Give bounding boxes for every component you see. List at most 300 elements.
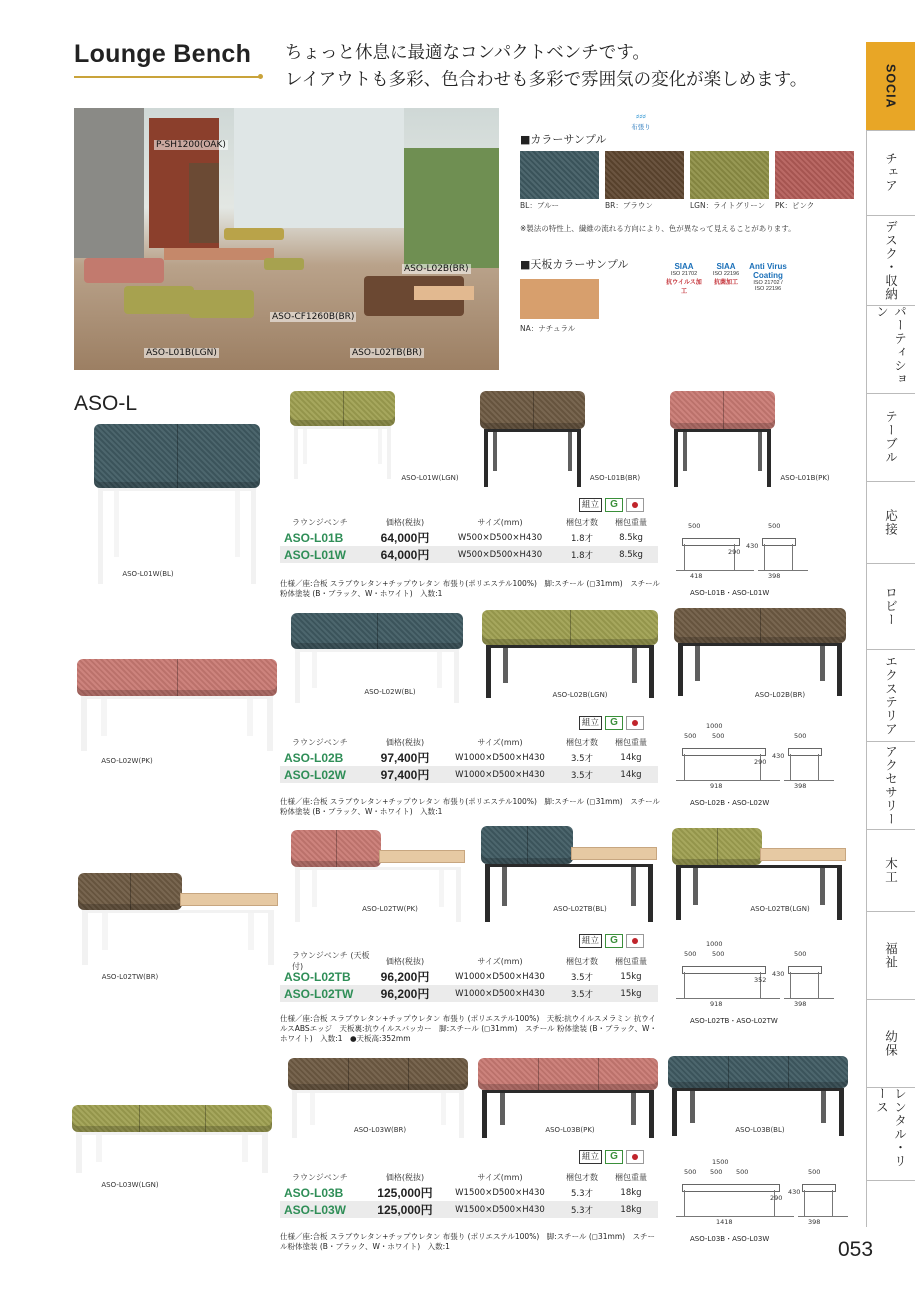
- tab-label: チェア: [883, 152, 899, 193]
- dim-leg: [684, 544, 685, 570]
- fabric-icon-label: 布張り: [631, 123, 651, 131]
- bench-leg: [674, 429, 678, 487]
- product-caption: ASO-L03B(PK): [545, 1126, 595, 1134]
- fabric-swatch-label: BR：ブラウン: [605, 201, 653, 210]
- dimension-value: 398: [794, 782, 807, 790]
- dimension-value: 398: [808, 1218, 821, 1226]
- bench-leg: [102, 910, 108, 950]
- dimension-value: 290: [728, 548, 741, 556]
- bench-seat: [481, 826, 573, 864]
- tab-item[interactable]: [866, 649, 915, 742]
- spec-note: 仕様／座:合板 スラブウレタン+チップウレタン 布張り (ポリエステル100%) 脚:スチール (◻31mm) スチール粉体塗装 (B・ブラック、W・ホワイト) 入数:1: [280, 1232, 655, 1251]
- spec-header-cell: 価格(税抜): [385, 737, 425, 747]
- dim-leg: [804, 1190, 805, 1216]
- japan-flag-icon: [626, 934, 644, 948]
- dimension-value: 430: [746, 542, 759, 550]
- product-caption: ASO-L02TB(LGN): [750, 905, 810, 913]
- page-number: 053: [838, 1238, 874, 1261]
- spec-cell: ASO-L02B: [284, 750, 344, 765]
- bench-frame: [295, 649, 459, 652]
- bench-seat: [670, 391, 775, 429]
- green-mark-icon: G: [605, 1150, 623, 1164]
- bench-image: [674, 608, 846, 696]
- tab-item[interactable]: [866, 1087, 915, 1181]
- spec-cell: 97,400円: [380, 768, 430, 782]
- spec-cell: W1000×D500×H430: [455, 752, 545, 763]
- assembly-label: 組立: [579, 1150, 602, 1164]
- tab-label: レンタル・リース: [874, 1087, 908, 1168]
- bench-leg: [486, 645, 491, 698]
- bench-leg: [312, 649, 317, 688]
- series-title: ASO-L: [74, 392, 138, 415]
- spec-note: 仕様／座:合板 スラブウレタン+チップウレタン 布張り(ポリエステル100%) 脚:スチール (◻31mm) スチール粉体塗装 (B・ブラック、W・ホワイト) 入数:1: [280, 797, 660, 816]
- fabric-swatch: [520, 151, 599, 199]
- seat-seam: [760, 608, 761, 643]
- spec-header: [280, 515, 658, 529]
- seat-seam: [336, 830, 337, 867]
- bench-leg: [437, 649, 442, 688]
- dimension-value: 430: [772, 970, 785, 978]
- spec-cell: 64,000円: [380, 531, 430, 545]
- bench-image: [94, 424, 260, 584]
- dim-floor: [784, 780, 834, 781]
- bench-seat: [672, 828, 762, 865]
- dim-floor: [758, 570, 808, 571]
- spec-header-cell: サイズ(mm): [477, 1172, 523, 1182]
- dimension-value: 500: [710, 1168, 723, 1176]
- seat-seam: [533, 391, 534, 429]
- green-mark-icon: G: [605, 716, 623, 730]
- spec-cell: W500×D500×H430: [457, 549, 543, 560]
- bench-leg: [839, 1088, 844, 1136]
- cert-title: SIAA: [716, 262, 736, 271]
- spec-header-cell: ラウンジベンチ: [292, 517, 348, 527]
- bench-leg: [378, 426, 382, 464]
- product-caption: ASO-L02B(BR): [754, 691, 806, 699]
- product-caption: ASO-L02TW(PK): [362, 905, 418, 913]
- bench-frame: [678, 643, 842, 646]
- bench-leg: [439, 867, 444, 907]
- bench-leg: [484, 429, 488, 487]
- tab-item[interactable]: [866, 563, 915, 650]
- subtitle-line-2: レイアウトも多彩、色合わせも多彩で雰囲気の変化が楽しめます。: [285, 70, 808, 90]
- dimension-value: 430: [788, 1188, 801, 1196]
- dim-floor: [676, 780, 780, 781]
- spec-table: [280, 735, 658, 783]
- cert-title: Anti Virus Coating: [749, 262, 787, 280]
- bench-leg: [262, 1132, 268, 1173]
- seat-seam: [788, 1056, 789, 1088]
- spec-cell: W1500×D500×H430: [455, 1204, 545, 1215]
- spec-header-cell: 梱包重量: [615, 1172, 647, 1182]
- product-caption: ASO-L01W(LGN): [401, 474, 459, 482]
- dim-leg: [790, 754, 791, 780]
- dimension-value: 418: [690, 572, 703, 580]
- product-caption: ASO-L02TW(BR): [101, 973, 159, 981]
- dimension-caption: ASO-L02TB・ASO-L02TW: [690, 1017, 778, 1025]
- dim-leg: [684, 754, 685, 780]
- fabric-swatch: [775, 151, 854, 199]
- title-dot: [258, 74, 263, 79]
- bench-seat: [482, 610, 658, 645]
- spec-cell: 18kg: [620, 1187, 642, 1198]
- cert-sub: 抗菌加工: [713, 280, 738, 286]
- bench-leg: [441, 1090, 446, 1125]
- japan-flag-icon: [626, 716, 644, 730]
- spec-row: [280, 968, 658, 985]
- tab-label: テーブル: [883, 410, 899, 464]
- bench-leg: [678, 643, 683, 696]
- spec-cell: ASO-L02W: [284, 767, 347, 782]
- fabric-swatch-label: PK：ピンク: [775, 201, 815, 210]
- bench-seat: [288, 1058, 468, 1090]
- photo-label: ASO-L02TB(BR): [352, 348, 423, 358]
- product-caption: ASO-L02B(LGN): [552, 691, 608, 699]
- dim-leg: [832, 1190, 833, 1216]
- cert-sub: 抗ウイルス加工: [666, 280, 702, 295]
- cert-mark: [664, 262, 704, 295]
- fabric-swatch: [690, 151, 769, 199]
- bench-leg: [649, 1090, 654, 1138]
- dimension-diagram: [676, 520, 844, 600]
- cert-sub: ISO 21702: [670, 271, 698, 277]
- bench-leg: [114, 488, 119, 557]
- dimension-value: 500: [684, 950, 697, 958]
- bench-seat: [291, 830, 381, 867]
- bench-frame: [295, 867, 461, 870]
- bench-frame: [485, 864, 653, 867]
- spec-header-cell: サイズ(mm): [477, 517, 523, 527]
- bench-seat: [94, 424, 260, 488]
- seat-seam: [538, 1058, 539, 1090]
- spec-cell: 5.3才: [570, 1188, 594, 1199]
- bench-leg: [248, 910, 254, 950]
- bench-leg: [310, 1090, 315, 1125]
- spec-cell: 64,000円: [380, 548, 430, 562]
- bench-leg: [454, 649, 459, 703]
- spec-header-cell: 価格(税抜): [385, 517, 425, 527]
- bench-leg: [235, 488, 240, 557]
- seat-seam: [598, 1058, 599, 1090]
- spec-cell: 15kg: [620, 971, 642, 982]
- tab-item[interactable]: [866, 42, 915, 131]
- bench-leg: [695, 643, 700, 681]
- bench-leg: [292, 1090, 297, 1138]
- spec-cell: 97,400円: [380, 751, 430, 765]
- spec-cell: W1000×D500×H430: [455, 769, 545, 780]
- photo-label: ASO-L02B(BR): [404, 264, 469, 274]
- product-caption: ASO-L01B(BR): [589, 474, 641, 482]
- bench-leg: [268, 910, 274, 965]
- seat-seam: [139, 1105, 140, 1132]
- bench-leg: [76, 1132, 82, 1173]
- dimension-value: 918: [710, 782, 723, 790]
- title-underline: [74, 76, 262, 78]
- spec-row: [280, 749, 658, 766]
- bench-leg: [295, 649, 300, 703]
- bench-leg: [101, 696, 107, 736]
- dim-leg: [790, 972, 791, 998]
- bench-leg: [821, 1088, 826, 1123]
- spec-header-cell: 梱包才数: [566, 737, 598, 747]
- spec-row: [280, 546, 658, 563]
- dim-seat-front: [682, 966, 766, 974]
- dimension-caption: ASO-L03B・ASO-L03W: [690, 1235, 770, 1243]
- spec-note: 仕様／座:合板 スラブウレタン+チップウレタン 布張り(ポリエステル100%) 脚:スチール (◻31mm) スチール粉体塗装 (B・ブラック、W・ホワイト) 入数:1: [280, 579, 660, 598]
- subtitle-line-1: ちょっと休息に最適なコンパクトベンチです。: [285, 43, 650, 63]
- dim-floor: [676, 570, 754, 571]
- tab-item[interactable]: [866, 911, 915, 1000]
- dimension-value: 1418: [716, 1218, 733, 1226]
- bench-topboard: [379, 850, 465, 863]
- seat-seam: [570, 610, 571, 645]
- japan-flag-icon: [626, 1150, 644, 1164]
- dimension-value: 500: [684, 732, 697, 740]
- bench-seat: [72, 1105, 272, 1132]
- bench-seat: [291, 613, 463, 649]
- bench-leg: [820, 643, 825, 681]
- seat-seam: [343, 391, 344, 426]
- spec-cell: 3.5才: [570, 770, 594, 781]
- dim-leg: [792, 544, 793, 570]
- bench-leg: [456, 867, 461, 922]
- spec-row: [280, 766, 658, 783]
- spec-row: [280, 1201, 658, 1218]
- seat-seam: [130, 873, 131, 910]
- room-photo-drawing: [74, 108, 499, 370]
- product-caption: ASO-L01B(PK): [780, 474, 830, 482]
- fabric-swatch: [605, 151, 684, 199]
- bench-leg: [631, 864, 636, 906]
- spec-header-cell: 梱包重量: [615, 956, 647, 966]
- spec-header: [280, 735, 658, 749]
- bench-leg: [820, 865, 825, 905]
- dimension-value: 918: [710, 1000, 723, 1008]
- bench-image: [72, 1105, 272, 1173]
- dim-seat-side: [788, 966, 822, 974]
- spec-cell: 1.8才: [570, 550, 594, 561]
- bench-leg: [482, 1090, 487, 1138]
- dim-floor: [798, 1216, 848, 1217]
- spec-header-cell: 梱包才数: [566, 956, 598, 966]
- bench-leg: [459, 1090, 464, 1138]
- dimension-value: 500: [794, 950, 807, 958]
- spec-cell: W1500×D500×H430: [455, 1187, 545, 1198]
- product-caption: ASO-L03W(LGN): [101, 1181, 159, 1189]
- top-swatch-label: NA：ナチュラル: [520, 324, 576, 333]
- bench-leg: [502, 864, 507, 906]
- green-mark-icon: G: [605, 498, 623, 512]
- bench-frame: [294, 426, 391, 429]
- tab-label: アクセサリー: [883, 744, 899, 826]
- dimension-value: 430: [772, 752, 785, 760]
- spec-cell: ASO-L03W: [284, 1202, 347, 1217]
- spec-table: [280, 951, 658, 1002]
- category-tabs: [866, 42, 915, 1227]
- spec-cell: W500×D500×H430: [457, 532, 543, 543]
- dimension-value: 500: [712, 950, 725, 958]
- seat-seam: [205, 1105, 206, 1132]
- dim-seat-front: [682, 538, 740, 546]
- seat-seam: [177, 424, 178, 488]
- dimension-diagram: [676, 940, 844, 1028]
- spec-cell: 96,200円: [380, 970, 430, 984]
- bench-leg: [690, 1088, 695, 1123]
- tab-item[interactable]: [866, 481, 915, 564]
- seat-seam: [177, 659, 178, 696]
- dim-leg: [764, 544, 765, 570]
- spec-cell: 125,000円: [377, 1203, 433, 1217]
- bench-seat: [77, 659, 277, 696]
- cert-mark: [706, 262, 746, 286]
- bench-image: [78, 873, 278, 965]
- tab-item[interactable]: [866, 130, 915, 216]
- dim-seat-front: [682, 748, 766, 756]
- bench-leg: [96, 1132, 102, 1162]
- product-caption: ASO-L03W(BR): [353, 1126, 407, 1134]
- dimension-value: 398: [794, 1000, 807, 1008]
- color-note: ※製法の特性上、繊維の流れる方向により、色が異なって見えることがあります。: [520, 224, 796, 233]
- bench-topboard: [180, 893, 278, 906]
- spec-cell: ASO-L03B: [284, 1185, 344, 1200]
- tab-item[interactable]: [866, 999, 915, 1088]
- bench-leg: [81, 696, 87, 751]
- tab-label: ロビー: [883, 585, 899, 627]
- bench-leg: [267, 696, 273, 751]
- spec-cell: 8.5kg: [619, 549, 643, 560]
- bench-frame: [486, 645, 654, 648]
- bench-frame: [81, 696, 273, 699]
- assembly-label: 組立: [579, 934, 602, 948]
- spec-cell: 3.5才: [570, 753, 594, 764]
- spec-cell: W1000×D500×H430: [455, 971, 545, 982]
- spec-header-cell: 価格(税抜): [385, 1172, 425, 1182]
- bench-leg: [500, 1090, 505, 1125]
- spec-header-cell: 梱包才数: [566, 1172, 598, 1182]
- spec-header-cell: サイズ(mm): [477, 956, 523, 966]
- tab-label: 木工: [883, 856, 899, 884]
- dimension-value: 1000: [706, 940, 723, 948]
- bench-topboard: [571, 847, 657, 860]
- page-subtitle: [285, 40, 865, 94]
- tab-item[interactable]: [866, 741, 915, 830]
- product-caption: ASO-L02W(BL): [364, 688, 416, 696]
- dimension-value: 500: [684, 1168, 697, 1176]
- tab-item[interactable]: [866, 829, 915, 912]
- bench-leg: [82, 910, 88, 965]
- spec-cell: 125,000円: [377, 1186, 433, 1200]
- spec-header-cell: 価格(税抜): [385, 956, 425, 966]
- spec-header-cell: 梱包才数: [566, 517, 598, 527]
- bench-frame: [676, 865, 842, 868]
- green-mark-icon: G: [605, 934, 623, 948]
- tab-label: 福祉: [883, 941, 899, 969]
- bench-leg: [837, 643, 842, 696]
- spec-cell: 3.5才: [570, 989, 594, 1000]
- bench-image: [480, 391, 585, 487]
- bench-leg: [295, 867, 300, 922]
- spec-cell: 3.5才: [570, 972, 594, 983]
- tab-item[interactable]: [866, 305, 915, 394]
- cert-mark: [748, 262, 788, 292]
- top-swatch-natural: [520, 279, 599, 319]
- dimension-value: 500: [808, 1168, 821, 1176]
- spec-cell: W1000×D500×H430: [455, 988, 545, 999]
- spec-cell: 8.5kg: [619, 532, 643, 543]
- spec-cell: 14kg: [620, 769, 642, 780]
- spec-header: [280, 1170, 658, 1184]
- bench-leg: [387, 426, 391, 479]
- bench-leg: [503, 645, 508, 683]
- dimension-caption: ASO-L01B・ASO-L01W: [690, 589, 770, 597]
- tab-label: SOCIA: [883, 63, 898, 109]
- bench-frame: [98, 488, 256, 491]
- dimension-value: 500: [688, 522, 701, 530]
- spec-row: [280, 1184, 658, 1201]
- spec-header-cell: 梱包重量: [615, 737, 647, 747]
- bench-leg: [242, 1132, 248, 1162]
- dimension-value: 500: [712, 732, 725, 740]
- bench-frame: [482, 1090, 654, 1093]
- bench-leg: [632, 645, 637, 683]
- bench-leg: [312, 867, 317, 907]
- dim-seat-side: [788, 748, 822, 756]
- bench-leg: [493, 429, 497, 471]
- bench-frame: [484, 429, 581, 432]
- spec-header: [280, 951, 658, 971]
- bench-leg: [649, 645, 654, 698]
- dimension-value: 290: [770, 1194, 783, 1202]
- bench-seat: [480, 391, 585, 429]
- bench-frame: [674, 429, 771, 432]
- spec-header-cell: ラウンジベンチ (天板付): [292, 951, 370, 971]
- bench-topboard: [760, 848, 846, 861]
- bench-leg: [251, 488, 256, 584]
- dimension-diagram: [676, 1158, 844, 1246]
- tab-label: 応接: [883, 508, 899, 536]
- fabric-swatch-label: LGN：ライトグリーン: [690, 201, 766, 210]
- spec-header-cell: ラウンジベンチ: [292, 1172, 348, 1182]
- page-title: Lounge Bench: [74, 40, 252, 68]
- dim-leg: [684, 1190, 685, 1216]
- spec-cell: 14kg: [620, 752, 642, 763]
- bench-leg: [693, 865, 698, 905]
- dim-floor: [676, 1216, 794, 1217]
- seat-seam: [717, 828, 718, 865]
- tab-item[interactable]: [866, 393, 915, 482]
- bench-leg: [648, 864, 653, 922]
- spec-cell: ASO-L01B: [284, 530, 344, 545]
- tab-label: 幼保: [883, 1029, 899, 1057]
- tab-item[interactable]: [866, 215, 915, 306]
- photo-label: P-SH1200(OAK): [156, 140, 226, 150]
- product-caption: ASO-L01W(BL): [122, 570, 174, 578]
- assembly-label: 組立: [579, 716, 602, 730]
- dimension-value: 500: [736, 1168, 749, 1176]
- room-photo: [74, 108, 499, 370]
- spec-cell: 1.8才: [570, 533, 594, 544]
- photo-label: ASO-CF1260B(BR): [272, 312, 355, 322]
- seat-seam: [723, 391, 724, 429]
- dim-seat-front: [682, 1184, 780, 1192]
- bench-frame: [82, 910, 274, 913]
- tab-label: デスク・収納: [883, 219, 899, 301]
- dimension-value: 500: [768, 522, 781, 530]
- dimension-value: 1500: [712, 1158, 729, 1166]
- dim-leg: [818, 754, 819, 780]
- spec-note: 仕様／座:合板 スラブウレタン+チップウレタン 布張り (ポリエステル100%) 天板:抗ウイルスメラミン 抗ウイルスABSエッジ 天板裏:抗ウイルスバッカー 脚:スチール (◻31mm) スチール 粉体塗装 (B・ブラック、W・ホワイト) 入数:1 ●天板高:352mm: [280, 1014, 657, 1043]
- spec-header-cell: 梱包重量: [615, 517, 647, 527]
